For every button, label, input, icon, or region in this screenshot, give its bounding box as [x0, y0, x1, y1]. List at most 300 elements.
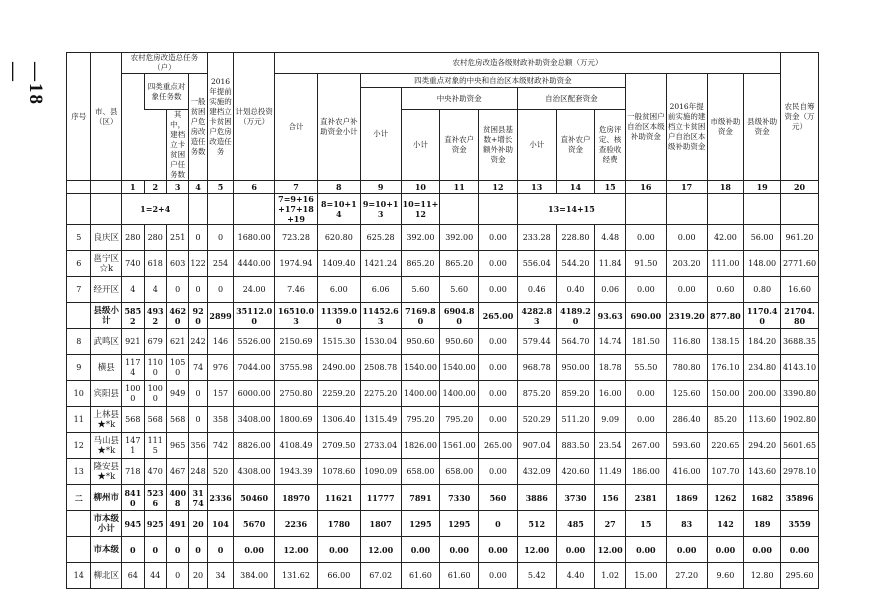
page-number: —18— [3, 62, 46, 106]
cell-value: 392.00 [401, 225, 440, 251]
cell-value: 6.00 [317, 277, 360, 303]
cell-value: 3886 [517, 485, 556, 511]
header-total: 合计 [275, 74, 318, 181]
cell-value: 122 [189, 251, 207, 277]
cell-value: 93.63 [595, 303, 626, 329]
table-row [67, 433, 819, 459]
cell-value: 491 [166, 511, 188, 537]
cell-value: 520 [207, 459, 234, 485]
row-region-name: 宾阳县 [91, 381, 122, 407]
cell-value: 921 [122, 329, 144, 355]
cell-value: 56.00 [744, 225, 781, 251]
cell-value: 18970 [275, 485, 318, 511]
formula: 13=14+15 [517, 194, 625, 225]
cell-value: 658.00 [440, 459, 479, 485]
row-region-name: 横县 [91, 355, 122, 381]
cell-value: 55.50 [625, 355, 666, 381]
cell-value: 156 [595, 485, 626, 511]
cell-value: 875.20 [517, 381, 556, 407]
header-central-direct: 直补农户资金 [440, 110, 479, 181]
cell-value: 467 [166, 459, 188, 485]
cell-value: 9.60 [707, 563, 744, 589]
header-2016-ahead: 2016年提前实施的建档立卡贫困户危房改造任务 [207, 53, 234, 181]
header-four-class-funds: 四类重点对象的中央和自治区本级财政补助资金 [360, 74, 625, 88]
cell-value: 950.60 [401, 329, 440, 355]
cell-value: 67.02 [360, 563, 401, 589]
cell-value: 945 [122, 511, 144, 537]
cell-value: 0.00 [744, 537, 781, 563]
row-region-name: 邕宁区☆k [91, 251, 122, 277]
cell-value: 12.00 [275, 537, 318, 563]
cell-value: 27 [595, 511, 626, 537]
header-filed-card: 其中，建档立卡贫困户任务数 [166, 110, 188, 181]
cell-value: 12.00 [517, 537, 556, 563]
cell-value: 12.00 [595, 537, 626, 563]
cell-value: 280 [144, 225, 166, 251]
col-number: 19 [744, 181, 781, 194]
col-number: 7 [275, 181, 318, 194]
col-number: 5 [207, 181, 234, 194]
cell-value: 0.00 [479, 251, 518, 277]
header-region-fund: 自治区配套资金 [517, 88, 625, 110]
cell-value: 859.20 [556, 381, 595, 407]
col-number: 6 [234, 181, 275, 194]
cell-value: 2150.69 [275, 329, 318, 355]
row-region-name: 上林县★*k [91, 407, 122, 433]
table-row [67, 537, 819, 563]
cell-value: 2259.20 [317, 381, 360, 407]
row-seq [67, 303, 91, 329]
formula: 9=10+13 [360, 194, 401, 225]
col-number: 8 [317, 181, 360, 194]
cell-value: 949 [166, 381, 188, 407]
cell-value: 718 [122, 459, 144, 485]
cell-value: 593.60 [666, 433, 707, 459]
cell-value: 1800.69 [275, 407, 318, 433]
cell-value: 432.09 [517, 459, 556, 485]
cell-value: 1295 [440, 511, 479, 537]
row-region-name: 经开区 [91, 277, 122, 303]
cell-value: 0.46 [517, 277, 556, 303]
cell-value: 358 [207, 407, 234, 433]
col-number: 17 [666, 181, 707, 194]
cell-value: 7330 [440, 485, 479, 511]
cell-value: 12.00 [360, 537, 401, 563]
cell-value: 83 [666, 511, 707, 537]
cell-value: 280 [122, 225, 144, 251]
row-region-name: 武鸣区 [91, 329, 122, 355]
cell-value: 1902.80 [781, 407, 819, 433]
header-seq: 序号 [67, 53, 91, 181]
cell-value: 0.00 [625, 381, 666, 407]
table-row [67, 277, 819, 303]
cell-value: 0.60 [707, 277, 744, 303]
cell-value: 0.00 [479, 329, 518, 355]
cell-value: 3730 [556, 485, 595, 511]
cell-value: 0.00 [317, 537, 360, 563]
cell-value: 1540.00 [440, 355, 479, 381]
row-seq [67, 511, 91, 537]
cell-value: 176.10 [707, 355, 744, 381]
cell-value: 0.00 [707, 537, 744, 563]
cell-value: 0.00 [625, 225, 666, 251]
cell-value: 568 [144, 407, 166, 433]
cell-value: 4308.00 [234, 459, 275, 485]
cell-value: 157 [207, 381, 234, 407]
cell-value: 0.80 [744, 277, 781, 303]
cell-value: 950.60 [440, 329, 479, 355]
cell-value: 111.00 [707, 251, 744, 277]
header-funds-total: 农村危房改造各级财政补助资金总额（万元） [275, 53, 781, 74]
cell-value: 21704.80 [781, 303, 819, 329]
cell-value: 3559 [781, 511, 819, 537]
cell-value: 2275.20 [360, 381, 401, 407]
cell-value: 5852 [122, 303, 144, 329]
cell-value: 780.80 [666, 355, 707, 381]
cell-value: 1400.00 [440, 381, 479, 407]
row-seq: 7 [67, 277, 91, 303]
cell-value: 104 [207, 511, 234, 537]
cell-value: 564.70 [556, 329, 595, 355]
cell-value: 6.06 [360, 277, 401, 303]
col-number: 18 [707, 181, 744, 194]
header-four-class-task: 四类重点对象任务数 [144, 74, 189, 110]
cell-value: 0 [166, 277, 188, 303]
row-seq: 5 [67, 225, 91, 251]
cell-value: 0 [479, 511, 518, 537]
cell-value: 420.60 [556, 459, 595, 485]
cell-value: 742 [207, 433, 234, 459]
formula: 8=10+14 [317, 194, 360, 225]
row-region-name: 柳北区 [91, 563, 122, 589]
cell-value: 8826.00 [234, 433, 275, 459]
cell-value: 4620 [166, 303, 188, 329]
header-region-assess: 危房评定、核查验收经费 [595, 110, 626, 181]
formula: 1=2+4 [122, 194, 189, 225]
cell-value: 1306.40 [317, 407, 360, 433]
cell-value: 511.20 [556, 407, 595, 433]
cell-value: 20 [189, 563, 207, 589]
cell-value: 965 [166, 433, 188, 459]
cell-value: 5670 [234, 511, 275, 537]
cell-value: 961.20 [781, 225, 819, 251]
table-row [67, 511, 819, 537]
row-seq: 14 [67, 563, 91, 589]
cell-value: 248 [189, 459, 207, 485]
row-seq: 6 [67, 251, 91, 277]
header-task-total: 农村危房改造总任务（户） [122, 53, 208, 74]
row-seq: 8 [67, 329, 91, 355]
cell-value: 416.00 [666, 459, 707, 485]
cell-value: 1471 [122, 433, 144, 459]
cell-value: 16.60 [781, 277, 819, 303]
cell-value: 4 [122, 277, 144, 303]
cell-value: 0.00 [781, 537, 819, 563]
cell-value: 61.60 [440, 563, 479, 589]
cell-value: 11777 [360, 485, 401, 511]
cell-value: 5601.65 [781, 433, 819, 459]
formula: 7=9+16+17+18+19 [275, 194, 318, 225]
cell-value: 8410 [122, 485, 144, 511]
formula-row [67, 194, 819, 225]
col-number: 2 [144, 181, 166, 194]
cell-value: 0.00 [479, 563, 518, 589]
cell-value: 0.40 [556, 277, 595, 303]
cell-value: 1115 [144, 433, 166, 459]
cell-value: 0.00 [666, 537, 707, 563]
cell-value: 0.00 [479, 537, 518, 563]
cell-value: 0.00 [625, 537, 666, 563]
cell-value: 11.84 [595, 251, 626, 277]
cell-value: 142 [707, 511, 744, 537]
formula: 10=11+12 [401, 194, 440, 225]
cell-value: 5.42 [517, 563, 556, 589]
row-seq: 二 [67, 485, 91, 511]
cell-value: 723.28 [275, 225, 318, 251]
header-region-subtotal: 小计 [517, 110, 556, 181]
header-farmer-self: 农民自筹资金（万元） [781, 53, 819, 181]
cell-value: 5526.00 [234, 329, 275, 355]
header-central-subtotal: 小计 [401, 110, 440, 181]
cell-value: 42.00 [707, 225, 744, 251]
cell-value: 0 [189, 381, 207, 407]
header-direct-subsidy: 直补农户补助资金小计 [317, 74, 360, 181]
cell-value: 267.00 [625, 433, 666, 459]
header-central-poor-county: 贫困县基数+增长额外补助资金 [479, 110, 518, 181]
cell-value: 1409.40 [317, 251, 360, 277]
cell-value: 0.00 [440, 537, 479, 563]
cell-value: 295.60 [781, 563, 819, 589]
cell-value: 6000.00 [234, 381, 275, 407]
cell-value: 907.04 [517, 433, 556, 459]
cell-value: 1682 [744, 485, 781, 511]
cell-value: 968.78 [517, 355, 556, 381]
cell-value: 740 [122, 251, 144, 277]
cell-value: 242 [189, 329, 207, 355]
header-county-fund: 县级补助资金 [744, 74, 781, 181]
col-number: 14 [556, 181, 595, 194]
header-central: 中央补助资金 [401, 88, 517, 110]
funds-table [66, 52, 819, 589]
cell-value: 2381 [625, 485, 666, 511]
cell-value: 74 [189, 355, 207, 381]
cell-value: 0.00 [479, 459, 518, 485]
cell-value: 113.60 [744, 407, 781, 433]
cell-value: 4.48 [595, 225, 626, 251]
header-general-poor: 一般贫困户危房改造任务数 [189, 74, 207, 181]
cell-value: 286.40 [666, 407, 707, 433]
cell-value: 4440.00 [234, 251, 275, 277]
cell-value: 16510.03 [275, 303, 318, 329]
cell-value: 795.20 [401, 407, 440, 433]
header-plan-invest: 计划总投资（万元） [234, 53, 275, 181]
cell-value: 0 [144, 537, 166, 563]
cell-value: 35112.00 [234, 303, 275, 329]
cell-value: 4108.49 [275, 433, 318, 459]
cell-value: 1315.49 [360, 407, 401, 433]
row-seq: 13 [67, 459, 91, 485]
cell-value: 5.60 [401, 277, 440, 303]
cell-value: 603 [166, 251, 188, 277]
cell-value: 560 [479, 485, 518, 511]
cell-value: 356 [189, 433, 207, 459]
cell-value: 865.20 [440, 251, 479, 277]
cell-value: 0 [166, 563, 188, 589]
cell-value: 1680.00 [234, 225, 275, 251]
cell-value: 1943.39 [275, 459, 318, 485]
table-row [67, 355, 819, 381]
cell-value: 64 [122, 563, 144, 589]
data-rows [67, 225, 819, 589]
cell-value: 920 [189, 303, 207, 329]
col-number: 10 [401, 181, 440, 194]
cell-value: 50460 [234, 485, 275, 511]
cell-value: 4.40 [556, 563, 595, 589]
cell-value: 138.15 [707, 329, 744, 355]
cell-value: 228.80 [556, 225, 595, 251]
cell-value: 0.00 [234, 537, 275, 563]
header-subtotal: 小计 [360, 88, 401, 181]
cell-value: 16.00 [595, 381, 626, 407]
cell-value: 34 [207, 563, 234, 589]
table-row [67, 303, 819, 329]
header-region: 市、县（区） [91, 53, 122, 181]
cell-value: 181.50 [625, 329, 666, 355]
cell-value: 11452.63 [360, 303, 401, 329]
cell-value: 568 [166, 407, 188, 433]
cell-value: 200.00 [744, 381, 781, 407]
cell-value: 265.00 [479, 433, 518, 459]
cell-value: 1515.30 [317, 329, 360, 355]
header-2016-fund: 2016年提前实施的建档立卡贫困户自治区本级补助资金 [666, 74, 707, 181]
cell-value: 2771.60 [781, 251, 819, 277]
cell-value: 203.20 [666, 251, 707, 277]
column-number-row [67, 181, 819, 194]
cell-value: 4282.83 [517, 303, 556, 329]
cell-value: 150.00 [707, 381, 744, 407]
cell-value: 3688.35 [781, 329, 819, 355]
row-seq [67, 537, 91, 563]
cell-value: 0.00 [666, 277, 707, 303]
cell-value: 1078.60 [317, 459, 360, 485]
cell-value: 0.00 [479, 407, 518, 433]
cell-value: 2508.78 [360, 355, 401, 381]
cell-value: 1826.00 [401, 433, 440, 459]
cell-value: 2490.00 [317, 355, 360, 381]
cell-value: 950.00 [556, 355, 595, 381]
cell-value: 2709.50 [317, 433, 360, 459]
row-region-name: 县级小计 [91, 303, 122, 329]
cell-value: 61.60 [401, 563, 440, 589]
cell-value: 2750.80 [275, 381, 318, 407]
col-number: 20 [781, 181, 819, 194]
cell-value: 265.00 [479, 303, 518, 329]
cell-value: 1869 [666, 485, 707, 511]
cell-value: 0 [207, 537, 234, 563]
cell-value: 1561.00 [440, 433, 479, 459]
cell-value: 0.00 [625, 407, 666, 433]
cell-value: 556.04 [517, 251, 556, 277]
table-row [67, 459, 819, 485]
cell-value: 148.00 [744, 251, 781, 277]
cell-value: 392.00 [440, 225, 479, 251]
table-row [67, 329, 819, 355]
cell-value: 233.28 [517, 225, 556, 251]
cell-value: 2978.10 [781, 459, 819, 485]
cell-value: 621 [166, 329, 188, 355]
row-region-name: 马山县★*k [91, 433, 122, 459]
cell-value: 1400.00 [401, 381, 440, 407]
col-number: 11 [440, 181, 479, 194]
cell-value: 125.60 [666, 381, 707, 407]
col-number: 13 [517, 181, 556, 194]
cell-value: 4143.10 [781, 355, 819, 381]
cell-value: 294.20 [744, 433, 781, 459]
table-row [67, 485, 819, 511]
cell-value: 146 [207, 329, 234, 355]
cell-value: 520.29 [517, 407, 556, 433]
cell-value: 0 [166, 537, 188, 563]
cell-value: 1974.94 [275, 251, 318, 277]
row-seq: 11 [67, 407, 91, 433]
cell-value: 1090.09 [360, 459, 401, 485]
cell-value: 2236 [275, 511, 318, 537]
cell-value: 4 [144, 277, 166, 303]
cell-value: 0 [207, 225, 234, 251]
cell-value: 3408.00 [234, 407, 275, 433]
cell-value: 0.00 [625, 277, 666, 303]
cell-value: 12.80 [744, 563, 781, 589]
col-number: 1 [122, 181, 144, 194]
cell-value: 1050 [166, 355, 188, 381]
cell-value: 679 [144, 329, 166, 355]
cell-value: 91.50 [625, 251, 666, 277]
cell-value: 1000 [122, 381, 144, 407]
table-row [67, 381, 819, 407]
col-number: 12 [479, 181, 518, 194]
cell-value: 15 [625, 511, 666, 537]
cell-value: 11359.00 [317, 303, 360, 329]
cell-value: 24.00 [234, 277, 275, 303]
table-row [67, 225, 819, 251]
cell-value: 0.00 [479, 225, 518, 251]
cell-value: 0 [189, 225, 207, 251]
cell-value: 3755.98 [275, 355, 318, 381]
cell-value: 0 [189, 537, 207, 563]
cell-value: 11621 [317, 485, 360, 511]
cell-value: 15.00 [625, 563, 666, 589]
cell-value: 0.00 [666, 225, 707, 251]
cell-value: 4189.20 [556, 303, 595, 329]
cell-value: 1421.24 [360, 251, 401, 277]
cell-value: 85.20 [707, 407, 744, 433]
cell-value: 795.20 [440, 407, 479, 433]
cell-value: 35896 [781, 485, 819, 511]
cell-value: 131.62 [275, 563, 318, 589]
cell-value: 925 [144, 511, 166, 537]
cell-value: 485 [556, 511, 595, 537]
cell-value: 1530.04 [360, 329, 401, 355]
cell-value: 1000 [144, 381, 166, 407]
row-region-name: 市本级小计 [91, 511, 122, 537]
cell-value: 18.78 [595, 355, 626, 381]
cell-value: 189 [744, 511, 781, 537]
cell-value: 143.60 [744, 459, 781, 485]
cell-value: 2319.20 [666, 303, 707, 329]
cell-value: 7044.00 [234, 355, 275, 381]
row-seq: 12 [67, 433, 91, 459]
cell-value: 3174 [189, 485, 207, 511]
